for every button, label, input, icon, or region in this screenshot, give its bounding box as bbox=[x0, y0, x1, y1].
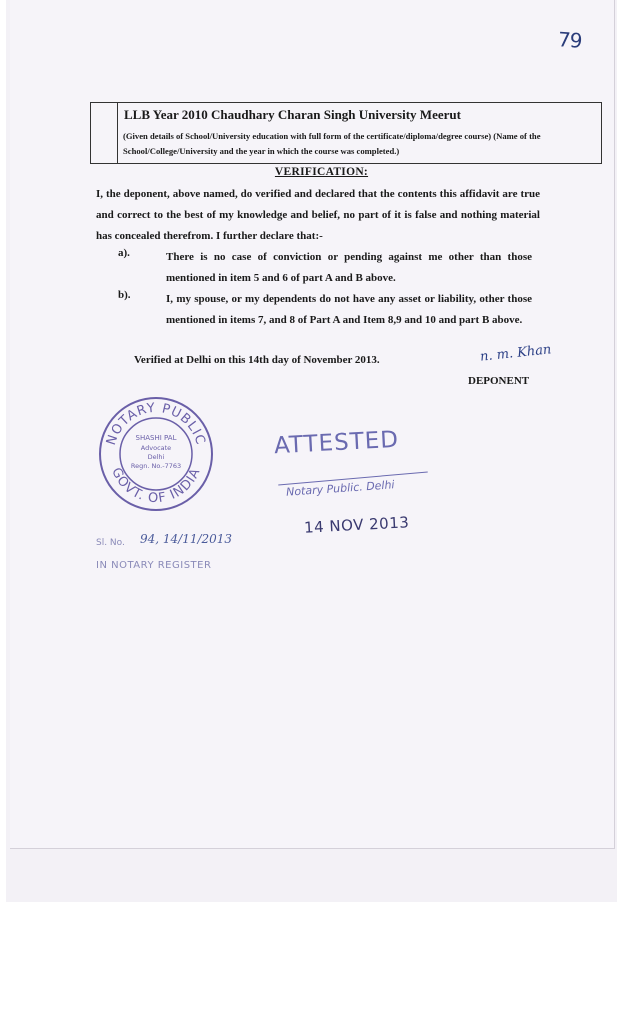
seal-role: Advocate bbox=[140, 444, 172, 452]
notary-public-label: Notary Public. Delhi bbox=[285, 478, 395, 499]
attested-stamp: ATTESTED bbox=[273, 426, 400, 460]
affidavit-page bbox=[10, 0, 615, 849]
deponent-label: DEPONENT bbox=[468, 375, 530, 387]
date-stamp: 14 NOV 2013 bbox=[303, 513, 410, 537]
deponent-signature: n. m. Khan bbox=[479, 342, 553, 365]
item-label: b). bbox=[118, 289, 131, 301]
notary-seal-stamp bbox=[96, 394, 216, 514]
seal-bottom-text: GOVT. OF INDIA bbox=[108, 465, 204, 507]
education-title: LLB Year 2010 Chaudhary Charan Singh University Meerut bbox=[124, 107, 461, 122]
education-box bbox=[90, 102, 602, 164]
education-description: (Given details of School/University education with full form of the certificate/diploma/degree course) (Name of the School/College/University and the year in which the course was completed.) bbox=[123, 131, 541, 156]
seal-city: Delhi bbox=[147, 453, 165, 461]
page-number: 79 bbox=[557, 27, 583, 53]
item-text: I, my spouse, or my dependents do not have any asset or liability, other those mentioned in items 7, and 8 of Part A and Item 8,9 and 10 and part B above. bbox=[166, 293, 532, 326]
item-text: There is no case of conviction or pending against me other than those mentioned in item 5 and 6 of part A and B above. bbox=[166, 251, 532, 284]
verified-line: Verified at Delhi on this 14th day of November 2013. bbox=[134, 354, 380, 366]
serial-handwritten: 94, 14/11/2013 bbox=[140, 532, 233, 546]
notary-register-label: IN NOTARY REGISTER bbox=[96, 560, 212, 571]
serial-number bbox=[96, 532, 233, 549]
verification-heading: VERIFICATION: bbox=[274, 166, 369, 178]
serial-prefix: Sl. No. bbox=[96, 538, 125, 548]
verification-body: I, the deponent, above named, do verified and declared that the contents this affidavit are true and correct to the best of my knowledge and belief, no part of it is false and nothing material has concealed therefrom. I further declare that:- bbox=[96, 188, 540, 242]
scanned-page bbox=[6, 0, 617, 902]
item-label: a). bbox=[118, 247, 130, 259]
seal-name: SHASHI PAL bbox=[135, 434, 177, 442]
education-box-divider bbox=[117, 103, 118, 163]
seal-top-text: NOTARY PUBLIC bbox=[103, 400, 208, 448]
seal-regn: Regn. No.-7763 bbox=[130, 462, 182, 470]
